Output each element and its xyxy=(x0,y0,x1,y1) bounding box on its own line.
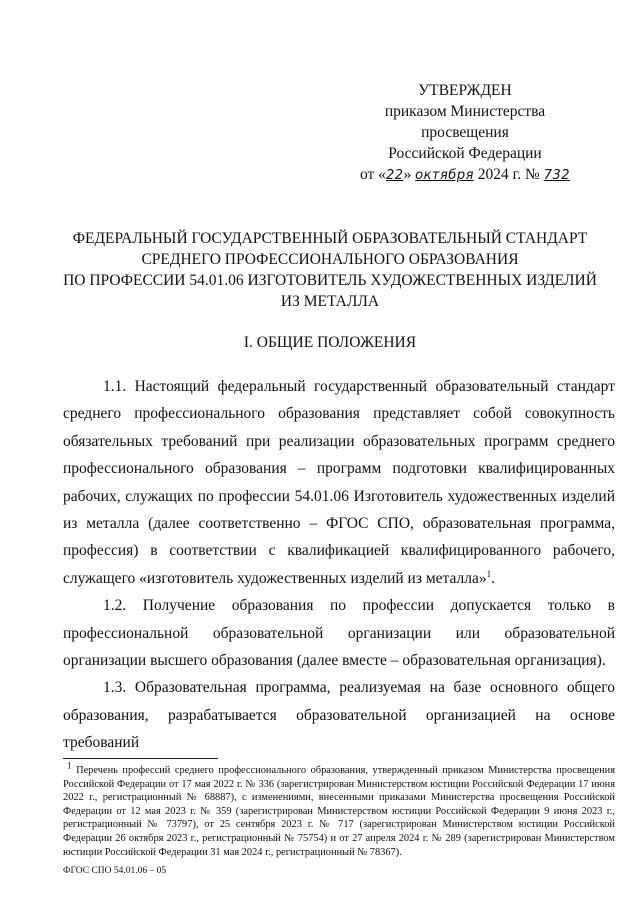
date-mid: » xyxy=(403,166,412,183)
title-line-3: ПО ПРОФЕССИИ 54.01.06 ИЗГОТОВИТЕЛЬ ХУДОЖЕСТВЕННЫХ ИЗДЕЛИЙ xyxy=(63,272,597,289)
document-title xyxy=(60,228,600,312)
handwritten-number: 732 xyxy=(543,168,571,183)
title-line-4: ИЗ МЕТАЛЛА xyxy=(280,293,380,310)
document-code: ФГОС СПО 54.01.06 – 05 xyxy=(63,866,167,876)
footnote-marker: 1 xyxy=(67,760,72,771)
approval-block xyxy=(340,80,590,186)
approval-country-line: Российской Федерации xyxy=(388,145,542,162)
footnote xyxy=(63,760,615,859)
paragraph-1-1-text: 1.1. Настоящий федеральный государственный образовательный стандарт среднего профессионального образования представляет собой совокупность обязательных требований при реализации образовательных программ среднего профессионального образования – программ подготовки квалифицированных рабочих, служащих по профессии 54.01.06 Изготовитель художественных изделий из металла (далее соответственно – ФГОС СПО, образовательная программа, профессия) в соответствии с квалификацией квалифицированного рабочего, служащего «изготовитель художественных изделий из металла» xyxy=(63,378,615,587)
section-heading: I. ОБЩИЕ ПОЛОЖЕНИЯ xyxy=(243,334,417,351)
paragraph-1-2: 1.2. Получение образования по профессии допускается только в профессиональной образовательной организации или образовательной организации высшего образования (далее вместе – образовательная организация). xyxy=(63,597,615,670)
footnote-paragraph xyxy=(63,760,615,859)
title-line-2: СРЕДНЕГО ПРОФЕССИОНАЛЬНОГО ОБРАЗОВАНИЯ xyxy=(141,251,519,268)
paragraph-1-3: 1.3. Образовательная программа, реализуемая на базе основного общего образования, разрабатывается образовательной организацией на основе требований xyxy=(63,679,615,752)
paragraph-1-1-end: . xyxy=(491,569,495,587)
title-line-1: ФЕДЕРАЛЬНЫЙ ГОСУДАРСТВЕННЫЙ ОБРАЗОВАТЕЛЬНЫЙ СТАНДАРТ xyxy=(72,230,588,247)
approval-date-line xyxy=(340,164,590,186)
footnote-reference: 1 xyxy=(486,568,492,579)
footnote-separator xyxy=(63,758,218,759)
date-prefix: от « xyxy=(359,166,386,183)
approval-title: УТВЕРЖДЕН xyxy=(418,82,512,99)
handwritten-day: 22 xyxy=(385,168,404,183)
paragraph-1-1 xyxy=(63,373,615,592)
handwritten-month: октября xyxy=(415,168,474,183)
footnote-text: Перечень профессий среднего профессионального образования, утвержденный приказом Министерства просвещения Российской Федерации от 17 мая 2022 г. № 336 (зарегистрирован Министерством юстиции Российской Федерации 17 июня 2022 г., регистрационный № 68887), с изменениями, внесенными приказами Министерства просвещения Российской Федерации от 12 мая 2023 г. № 359 (зарегистрирован Министерством юстиции Российской Федерации 9 июня 2023 г., регистрационный № 73797), от 25 сентября 2023 г. № 717 (зарегистрирован Министерством юстиции Российской Федерации 26 октября 2023 г., регистрационный № 75754) и от 27 апреля 2024 г. № 289 (зарегистрирован Министерством юстиции Российской Федерации 31 мая 2024 г., регистрационный № 78367). xyxy=(63,765,615,858)
approval-order-line: приказом Министерства просвещения xyxy=(384,103,546,141)
body-text xyxy=(63,373,615,757)
date-year: 2024 г. № xyxy=(477,166,540,183)
